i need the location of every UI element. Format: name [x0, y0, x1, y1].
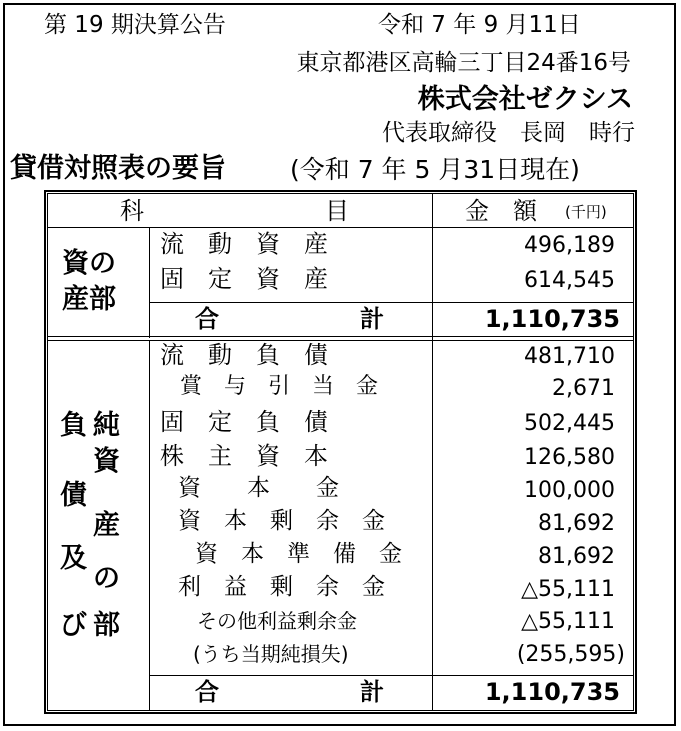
equity-row-label: 利 益 剰 余 金 — [178, 574, 385, 600]
section-separator-bottom — [47, 340, 634, 341]
equity-row-value: 126,580 — [524, 445, 615, 470]
liab-row-label: 流 動 負 債 — [160, 341, 328, 369]
liab-section-char-6: 及 — [60, 543, 87, 574]
liab-section-char-5: 産 — [93, 510, 120, 541]
company-address: 東京都港区高輪三丁目24番16号 — [296, 50, 631, 76]
as-of-date: (令和 7 年 5 月31日現在) — [290, 155, 580, 184]
liabilities-total-value: 1,110,735 — [484, 678, 620, 706]
company-name: 株式会社ゼクシス — [417, 84, 633, 115]
header-amount: 金 額 — [465, 197, 537, 225]
header-item-2: 目 — [325, 197, 349, 225]
equity-row-label: 資 本 金 — [178, 475, 339, 501]
representative: 代表取締役 長岡 時行 — [382, 120, 635, 146]
header-item-1: 科 — [120, 197, 144, 225]
liab-row-label: 賞 与 引 当 金 — [180, 374, 379, 399]
equity-row-value: △55,111 — [521, 577, 615, 602]
liab-section-char-7: の — [93, 563, 120, 594]
liab-section-char-4: 債 — [60, 480, 87, 511]
period-title: 第 19 期決算公告 — [44, 12, 226, 38]
assets-total-label-a: 合 — [195, 305, 219, 333]
liabilities-section-divider — [149, 341, 150, 711]
liab-section-char-1: 負 — [60, 410, 87, 441]
equity-row-value: (255,595) — [516, 642, 625, 667]
assets-total-divider — [149, 302, 634, 303]
asset-row-fixed-label: 固 定 資 産 — [160, 265, 328, 293]
liab-section-char-9: 部 — [93, 610, 120, 641]
asset-row-current-label: 流 動 資 産 — [160, 230, 328, 258]
header-unit: (千円) — [565, 203, 607, 221]
equity-row-label: 株 主 資 本 — [160, 442, 328, 470]
equity-row-value: △55,111 — [521, 609, 615, 634]
assets-section-divider — [149, 228, 150, 338]
liab-row-label: 固 定 負 債 — [160, 408, 328, 436]
asset-row-fixed-value: 614,545 — [524, 268, 615, 293]
liab-section-char-3: 資 — [93, 446, 120, 477]
doc-title: 貸借対照表の要旨 — [10, 153, 226, 184]
amount-column-divider — [432, 193, 433, 711]
notice-date: 令和 7 年 9 月11日 — [378, 12, 581, 38]
equity-row-label: 資 本 準 備 金 — [195, 541, 402, 567]
equity-row-label: 資 本 剰 余 金 — [178, 508, 385, 534]
equity-row-value: 100,000 — [524, 478, 615, 503]
assets-section-label-1: 資の — [62, 248, 116, 279]
equity-row-label: その他利益剰余金 — [197, 609, 357, 633]
liabilities-total-divider — [149, 675, 634, 676]
equity-row-value: 81,692 — [538, 544, 615, 569]
assets-total-value: 1,110,735 — [484, 305, 620, 333]
liab-section-char-2: 純 — [93, 410, 120, 441]
asset-row-current-value: 496,189 — [524, 233, 615, 258]
section-separator-top — [47, 336, 634, 337]
liab-row-value: 502,445 — [524, 411, 615, 436]
liab-row-value: 2,671 — [552, 376, 615, 401]
header-divider — [47, 227, 634, 228]
assets-section-label-2: 産部 — [62, 284, 116, 315]
assets-total-label-b: 計 — [360, 305, 384, 333]
liabilities-total-label-b: 計 — [360, 678, 384, 706]
liab-section-char-8: び — [60, 610, 87, 641]
liabilities-total-label-a: 合 — [195, 678, 219, 706]
liab-row-value: 481,710 — [524, 344, 615, 369]
equity-row-value: 81,692 — [538, 511, 615, 536]
equity-row-label: (うち当期純損失) — [193, 642, 349, 666]
